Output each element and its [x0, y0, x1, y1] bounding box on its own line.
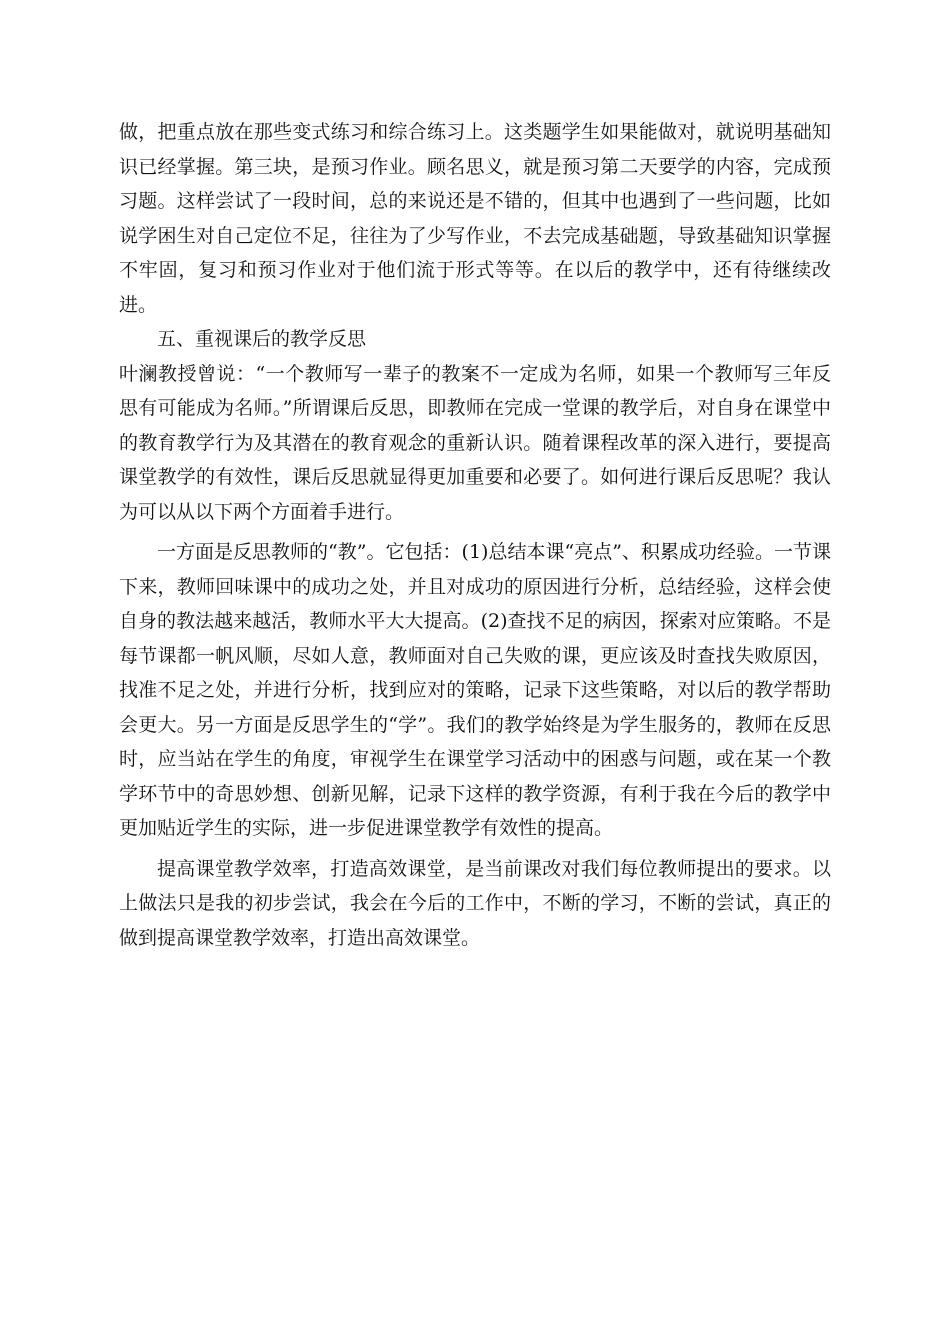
paragraph-reflection-aspects: 一方面是反思教师的“教”。它包括：(1)总结本课“亮点”、积累成功经验。一节课下来，教师回味课中的成功之处，并且对成功的原因进行分析，总结经验，这样会使自身的教法越来越活，教师水平大大提高。(2)查找不足的病因，探索对应策略。不是每节课都一帆风顺，尽如人意，教师面对自己失败的课，更应该及时查找失败原因，找准不足之处，并进行分析，找到应对的策略，记录下这些策略，对以后的教学帮助会更大。另一方面是反思学生的“学”。我们的教学始终是为学生服务的，教师在反思时，应当站在学生的角度，审视学生在课堂学习活动中的困惑与问题，或在某一个教学环节中的奇思妙想、创新见解，记录下这样的教学资源，有利于我在今后的教学中更加贴近学生的实际，进一步促进课堂教学有效性的提高。 [119, 541, 831, 839]
paragraph-homework-continuation: 做，把重点放在那些变式练习和综合练习上。这类题学生如果能做对，就说明基础知识已经掌握。第三块，是预习作业。顾名思义，就是预习第二天要学的内容，完成预习题。这样尝试了一段时间，总的来说还是不错的，但其中也遇到了一些问题，比如说学困生对自己定位不足，往往为了少写作业，不去完成基础题，导致基础知识掌握不牢固，复习和预习作业对于他们流于形式等等。在以后的教学中，还有待继续改进。 [119, 121, 831, 316]
document-body [119, 115, 831, 955]
paragraph-conclusion: 提高课堂教学效率，打造高效课堂，是当前课改对我们每位教师提出的要求。以上做法只是我的初步尝试，我会在今后的工作中，不断的学习，不断的尝试，真正的做到提高课堂教学效率，打造出高效课堂。 [119, 857, 831, 949]
section-heading-teaching-reflection: 五、重视课后的教学反思 [157, 328, 367, 350]
paragraph-ye-lan-quote: 叶澜教授曾说：“一个教师写一辈子的教案不一定成为名师，如果一个教师写三年反思有可能成为名师。”所谓课后反思，即教师在完成一堂课的教学后，对自身在课堂中的教育教学行为及其潜在的教育观念的重新认识。随着课程改革的深入进行，要提高课堂教学的有效性，课后反思就显得更加重要和必要了。如何进行课后反思呢？我认为可以从以下两个方面着手进行。 [119, 362, 831, 523]
